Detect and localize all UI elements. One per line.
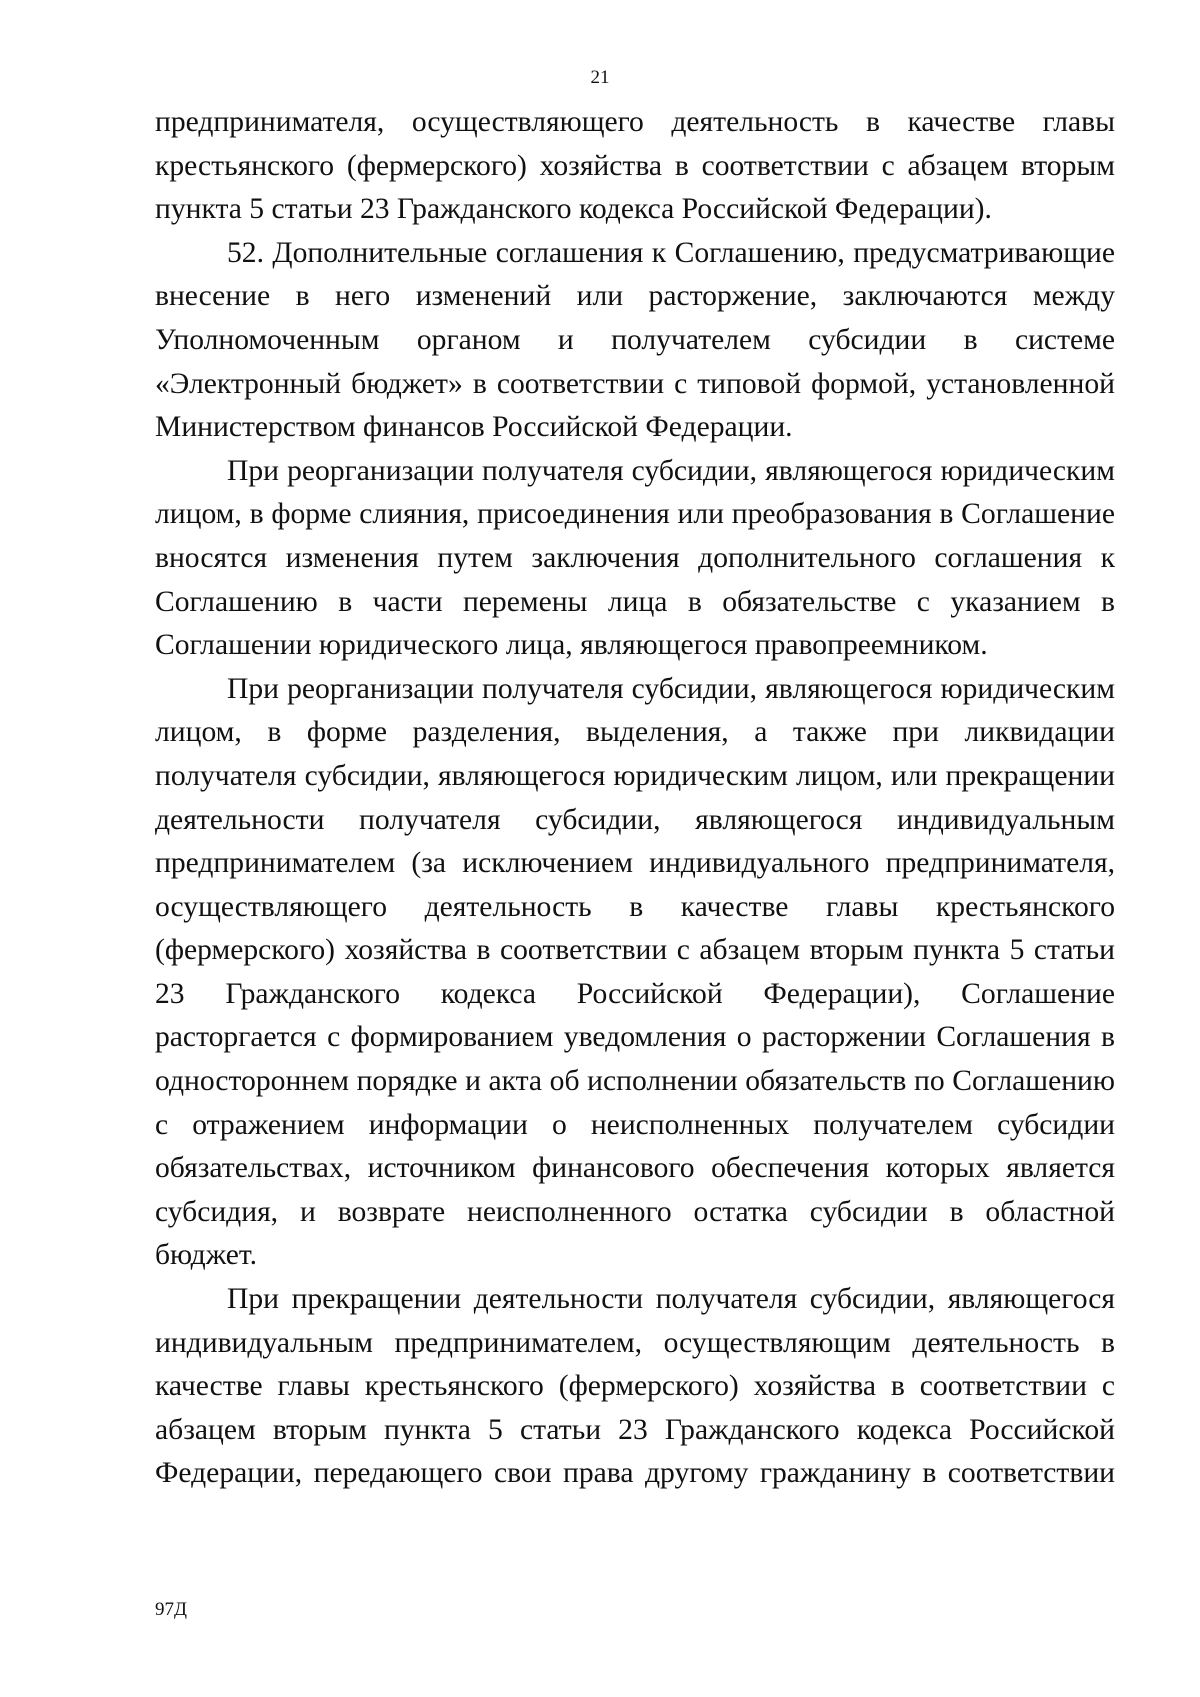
document-code: 97Д [155,1599,187,1620]
paragraph-clause-52: 52. Дополнительные соглашения к Соглашению, предусматривающие внесение в него изменений или расторжение, заключаются между Уполномоченным органом и получателем субсидии в системе «Электронный бюджет» в соответствии с типовой формой, установленной Министерством финансов Российской Федерации. [155,236,1115,444]
paragraph-continuation: предпринимателя, осуществляющего деятельность в качестве главы крестьянского (фермерского) хозяйства в соответствии с абзацем вторым пункта 5 статьи 23 Гражданского кодекса Российской Федерации). [155,106,1115,226]
paragraph-reorganization-merger: При реорганизации получателя субсидии, являющегося юридическим лицом, в форме слияния, присоединения или преобразования в Соглашение вносятся изменения путем заключения дополнительного соглашения к Соглашению в части перемены лица в обязательстве с указанием в Соглашении юридического лица, являющегося правопреемником. [155,454,1115,662]
page-number: 21 [590,67,610,88]
paragraph-reorganization-division: При реорганизации получателя субсидии, являющегося юридическим лицом, в форме разделения, выделения, а также при ликвидации получателя субсидии, являющегося юридическим лицом, или прекращении деятельности получателя субсидии, являющегося индивидуальным предпринимателем (за исключением индивидуального предпринимателя, осуществляющего деятельность в качестве главы крестьянского (фермерского) хозяйства в соответствии с абзацем вторым пункта 5 статьи 23 Гражданского кодекса Российской Федерации), Соглашение расторгается с формированием уведомления о расторжении Соглашения в одностороннем порядке и акта об исполнении обязательств по Соглашению с отражением информации о неисполненных получателем субсидии обязательствах, источником финансового обеспечения которых является субсидия, и возврате неисполненного остатка субсидии в областной бюджет. [155,672,1115,1272]
document-body [155,101,1115,1496]
paragraph-termination-farmer: При прекращении деятельности получателя субсидии, являющегося индивидуальным предпринимателем, осуществляющим деятельность в качестве главы крестьянского (фермерского) хозяйства в соответствии с абзацем вторым пункта 5 статьи 23 Гражданского кодекса Российской Федерации, передающего свои права другому гражданину в соответствии [155,1283,1115,1490]
